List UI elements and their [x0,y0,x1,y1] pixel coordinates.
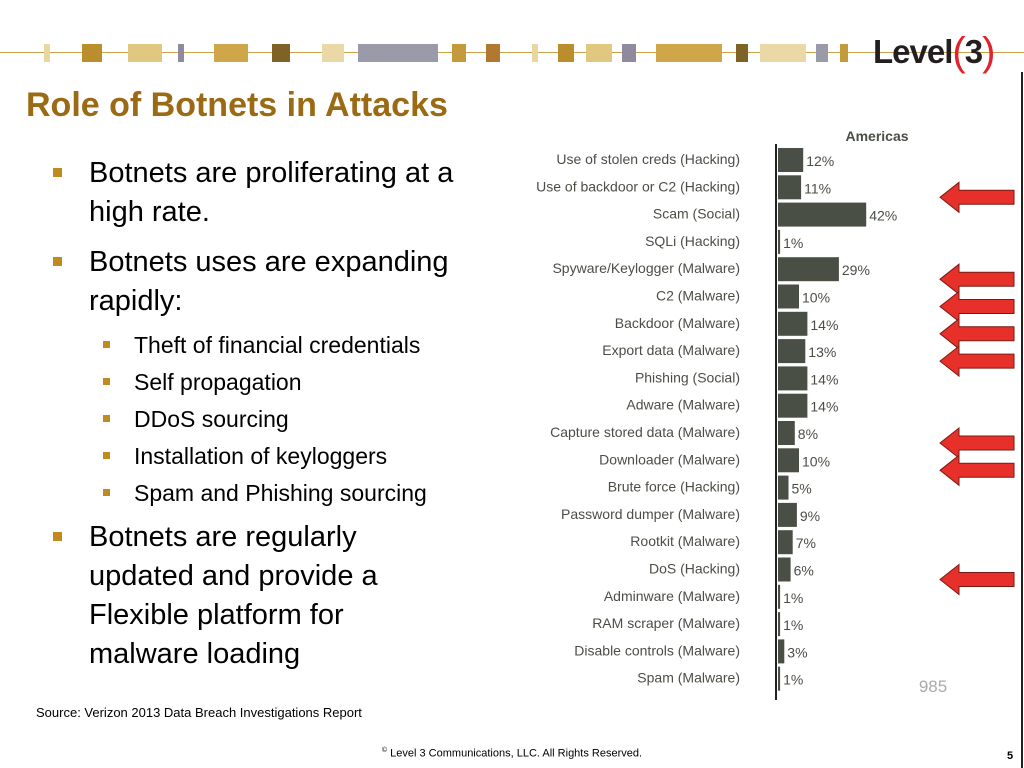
header-stripe [0,44,1024,62]
highlight-arrow-icon [940,292,1014,322]
bar [778,394,807,418]
category-label: Backdoor (Malware) [614,314,740,331]
category-label: Phishing (Social) [634,369,740,386]
category-label: Downloader (Malware) [599,451,740,468]
value-label: 14% [810,371,839,388]
highlight-arrow-icon [940,319,1014,349]
value-label: 12% [806,153,835,169]
value-label: 1% [783,589,804,606]
category-label: Adware (Malware) [626,396,740,413]
header-stripe-segment [736,44,748,62]
sample-size: 985 [918,677,948,696]
bar [778,585,780,609]
header-stripe-segment [760,44,806,62]
value-label: 14% [810,316,839,333]
value-label: 1% [783,234,804,251]
slide-right-border [1021,72,1023,768]
highlight-arrow-icon [940,565,1014,595]
header-stripe-segment [558,44,574,62]
americas-bar-chart [480,120,1020,710]
header-stripe-segment [656,44,722,62]
category-label: Rootkit (Malware) [630,533,740,550]
bar [778,503,797,527]
header-stripe-segment [586,44,612,62]
chart-title: Americas [845,128,909,144]
category-label: SQLi (Hacking) [645,232,740,249]
value-label: 7% [795,535,816,552]
bullet-level2: Spam and Phishing sourcing [48,478,468,508]
category-label: Export data (Malware) [602,342,740,359]
header-stripe-segment [452,44,466,62]
header-stripe-segment [272,44,290,62]
bar [778,530,793,554]
bullet-square-icon [103,341,110,348]
value-label: 1% [783,617,804,634]
bar [778,230,780,254]
category-label: Brute force (Hacking) [607,478,740,495]
bar [778,476,789,500]
header-stripe-segment [82,44,102,62]
header-stripe-segment [532,44,538,62]
category-label: Adminware (Malware) [603,587,740,604]
value-label: 8% [797,426,819,442]
bar [778,421,795,445]
category-label: Scam (Social) [652,205,740,222]
category-label: C2 (Malware) [655,287,740,304]
header-stripe-segment [178,44,184,62]
header-stripe-segment [486,44,500,62]
category-label: Use of stolen creds (Hacking) [556,151,740,167]
header-stripe-segment [840,44,848,62]
bullet-square-icon [103,489,110,496]
bar [778,667,780,691]
highlight-arrow-icon [940,264,1014,294]
highlight-arrow-icon [940,428,1014,458]
highlight-arrow-icon [940,455,1014,485]
value-label: 10% [802,289,831,306]
bar [778,285,799,309]
bar [778,612,780,636]
bullet-square-icon [53,257,62,266]
bullet-level2: Theft of financial credentials [48,330,468,360]
value-label: 3% [787,644,808,661]
page-number: 5 [1007,750,1014,762]
value-label: 29% [841,262,870,279]
bullet-list [48,154,468,685]
bullet-level2: DDoS sourcing [48,404,468,434]
bullet-square-icon [103,415,110,422]
bar [778,558,791,582]
value-label: 10% [802,453,831,470]
value-label: 9% [799,507,821,524]
header-stripe-segment [214,44,248,62]
bullet-square-icon [103,452,110,459]
highlight-arrow-icon [940,182,1014,212]
footer-copyright: © Level 3 Communications, LLC. All Rights Reserved. [381,747,643,760]
bar [778,339,805,363]
category-label: Disable controls (Malware) [574,642,740,659]
level3-logo: Level(3) [873,30,995,74]
header-stripe-segment [622,44,636,62]
header-stripe-segment [816,44,828,62]
bullet-square-icon [103,378,110,385]
bullet-square-icon [53,532,62,541]
bar [778,175,801,199]
bar [778,366,807,390]
bar [778,257,839,281]
value-label: 1% [783,671,804,688]
slide-title: Role of Botnets in Attacks [26,86,448,124]
highlight-arrow-icon [940,346,1014,376]
category-label: Use of backdoor or C2 (Hacking) [536,178,740,195]
value-label: 14% [810,398,839,415]
category-label: Spyware/Keylogger (Malware) [552,260,740,277]
bar [778,639,784,663]
category-label: Spam (Malware) [637,669,740,686]
bar [778,148,803,172]
bullet-level1: Botnets are proliferating at a high rate. [48,154,468,232]
value-label: 6% [793,562,814,579]
bullet-level2: Installation of keyloggers [48,441,468,471]
value-label: 5% [791,480,812,497]
header-stripe-segment [322,44,344,62]
bar [778,312,807,336]
header-stripe-segment [128,44,162,62]
bar [778,448,799,472]
value-label: 13% [808,344,837,361]
category-label: RAM scraper (Malware) [592,615,740,632]
header-stripe-segment [44,44,50,62]
category-label: Capture stored data (Malware) [550,424,740,440]
bar [778,203,866,227]
header-stripe-segment [358,44,438,62]
bullet-level1: Botnets are regularly updated and provide a Flexible platform for malware loading [48,518,449,674]
category-label: DoS (Hacking) [648,560,740,577]
bullet-level1: Botnets uses are expanding rapidly: [48,243,468,321]
source-citation: Source: Verizon 2013 Data Breach Investigations Report [36,705,362,720]
bullet-square-icon [53,168,62,177]
value-label: 11% [804,180,832,197]
bullet-level2: Self propagation [48,367,468,397]
value-label: 42% [869,207,898,224]
category-label: Password dumper (Malware) [561,505,740,522]
